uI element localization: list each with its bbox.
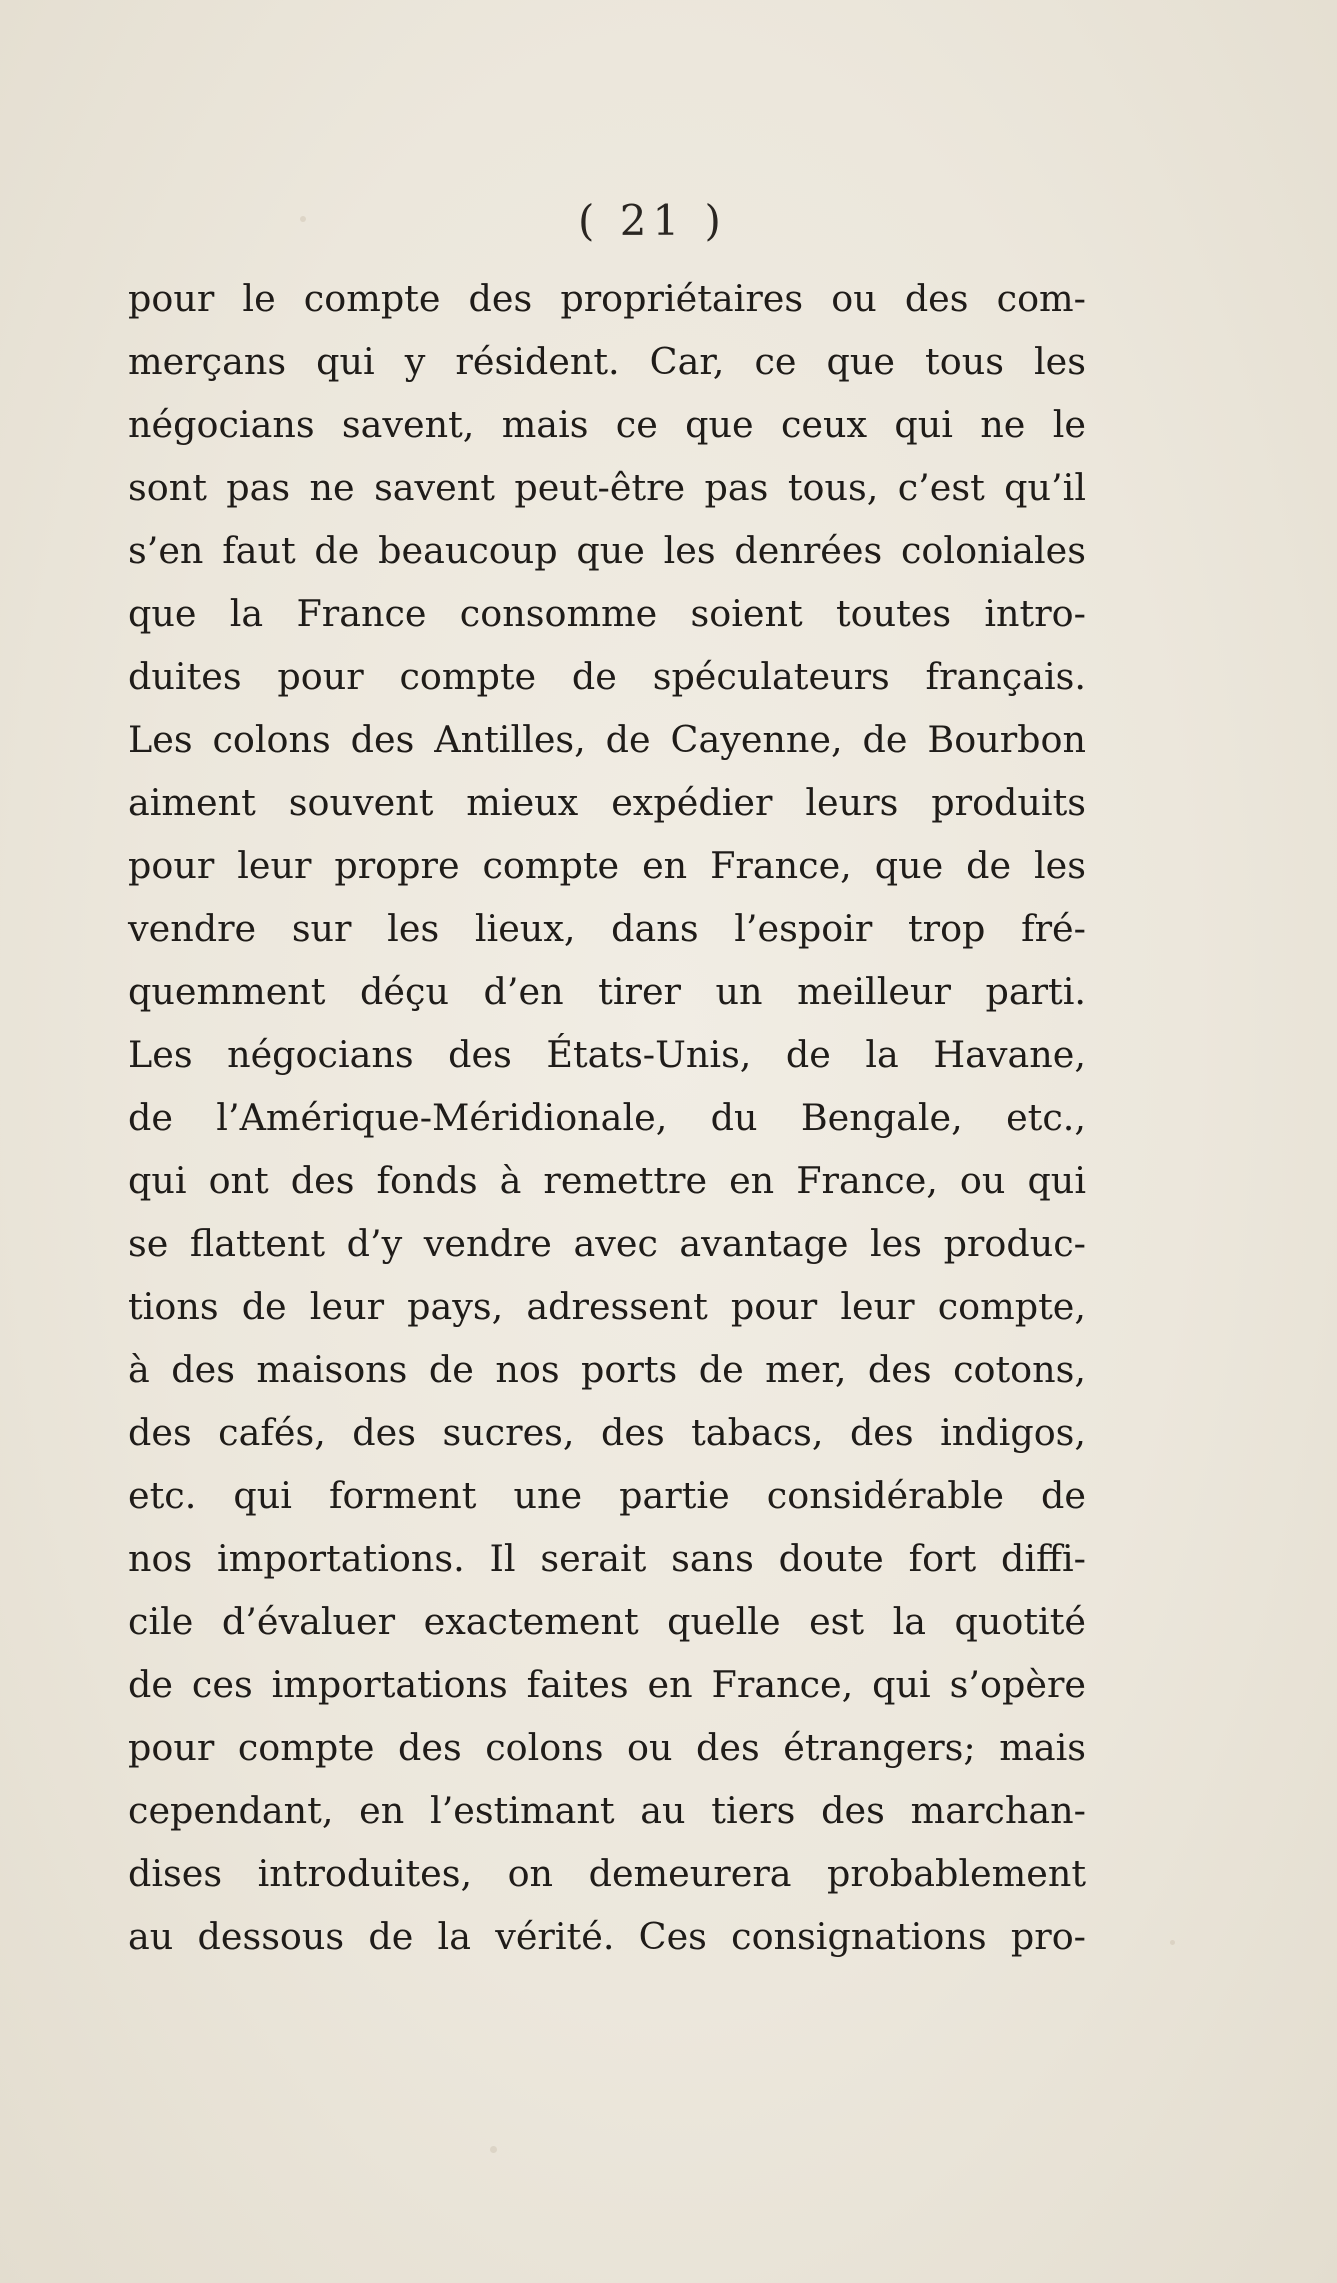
text-line: pour leur propre compte en France, que de les xyxy=(128,844,1086,887)
text-line: s’en faut de beaucoup que les denrées coloniales xyxy=(128,529,1086,572)
text-line: pour compte des colons ou des étrangers; mais xyxy=(128,1726,1086,1769)
text-line: nos importations. Il serait sans doute fort diffi- xyxy=(128,1537,1086,1580)
text-line: Les colons des Antilles, de Cayenne, de Bourbon xyxy=(128,718,1086,761)
text-line: cependant, en l’estimant au tiers des marchan- xyxy=(128,1789,1086,1832)
text-line: aiment souvent mieux expédier leurs produits xyxy=(128,781,1086,824)
text-line: à des maisons de nos ports de mer, des cotons, xyxy=(128,1348,1086,1391)
body-text xyxy=(128,267,1086,1968)
text-line: dises introduites, on demeurera probablement xyxy=(128,1852,1086,1895)
text-line: vendre sur les lieux, dans l’espoir trop fré- xyxy=(128,907,1086,950)
text-line: sont pas ne savent peut-être pas tous, c’est qu’il xyxy=(128,466,1086,509)
text-line: cile d’évaluer exactement quelle est la quotité xyxy=(128,1600,1086,1643)
text-line: des cafés, des sucres, des tabacs, des indigos, xyxy=(128,1411,1086,1454)
text-line: etc. qui forment une partie considérable de xyxy=(128,1474,1086,1517)
paper-stain xyxy=(1170,1940,1175,1945)
text-line: se flattent d’y vendre avec avantage les produc- xyxy=(128,1222,1086,1265)
text-line: pour le compte des propriétaires ou des com- xyxy=(128,277,1086,320)
text-line: négocians savent, mais ce que ceux qui ne le xyxy=(128,403,1086,446)
text-line: au dessous de la vérité. Ces consignations pro- xyxy=(128,1915,1086,1958)
text-line: que la France consomme soient toutes intro- xyxy=(128,592,1086,635)
text-line: de ces importations faites en France, qui s’opère xyxy=(128,1663,1086,1706)
text-line: merçans qui y résident. Car, ce que tous les xyxy=(128,340,1086,383)
text-line: duites pour compte de spéculateurs français. xyxy=(128,655,1086,698)
text-line: Les négocians des États-Unis, de la Havane, xyxy=(128,1033,1086,1076)
paper-stain xyxy=(490,2146,497,2153)
text-line: qui ont des fonds à remettre en France, ou qui xyxy=(128,1159,1086,1202)
page-number: ( 21 ) xyxy=(578,196,727,245)
text-line: tions de leur pays, adressent pour leur compte, xyxy=(128,1285,1086,1328)
text-line: de l’Amérique-Méridionale, du Bengale, etc., xyxy=(128,1096,1086,1139)
text-line: quemment déçu d’en tirer un meilleur parti. xyxy=(128,970,1086,1013)
